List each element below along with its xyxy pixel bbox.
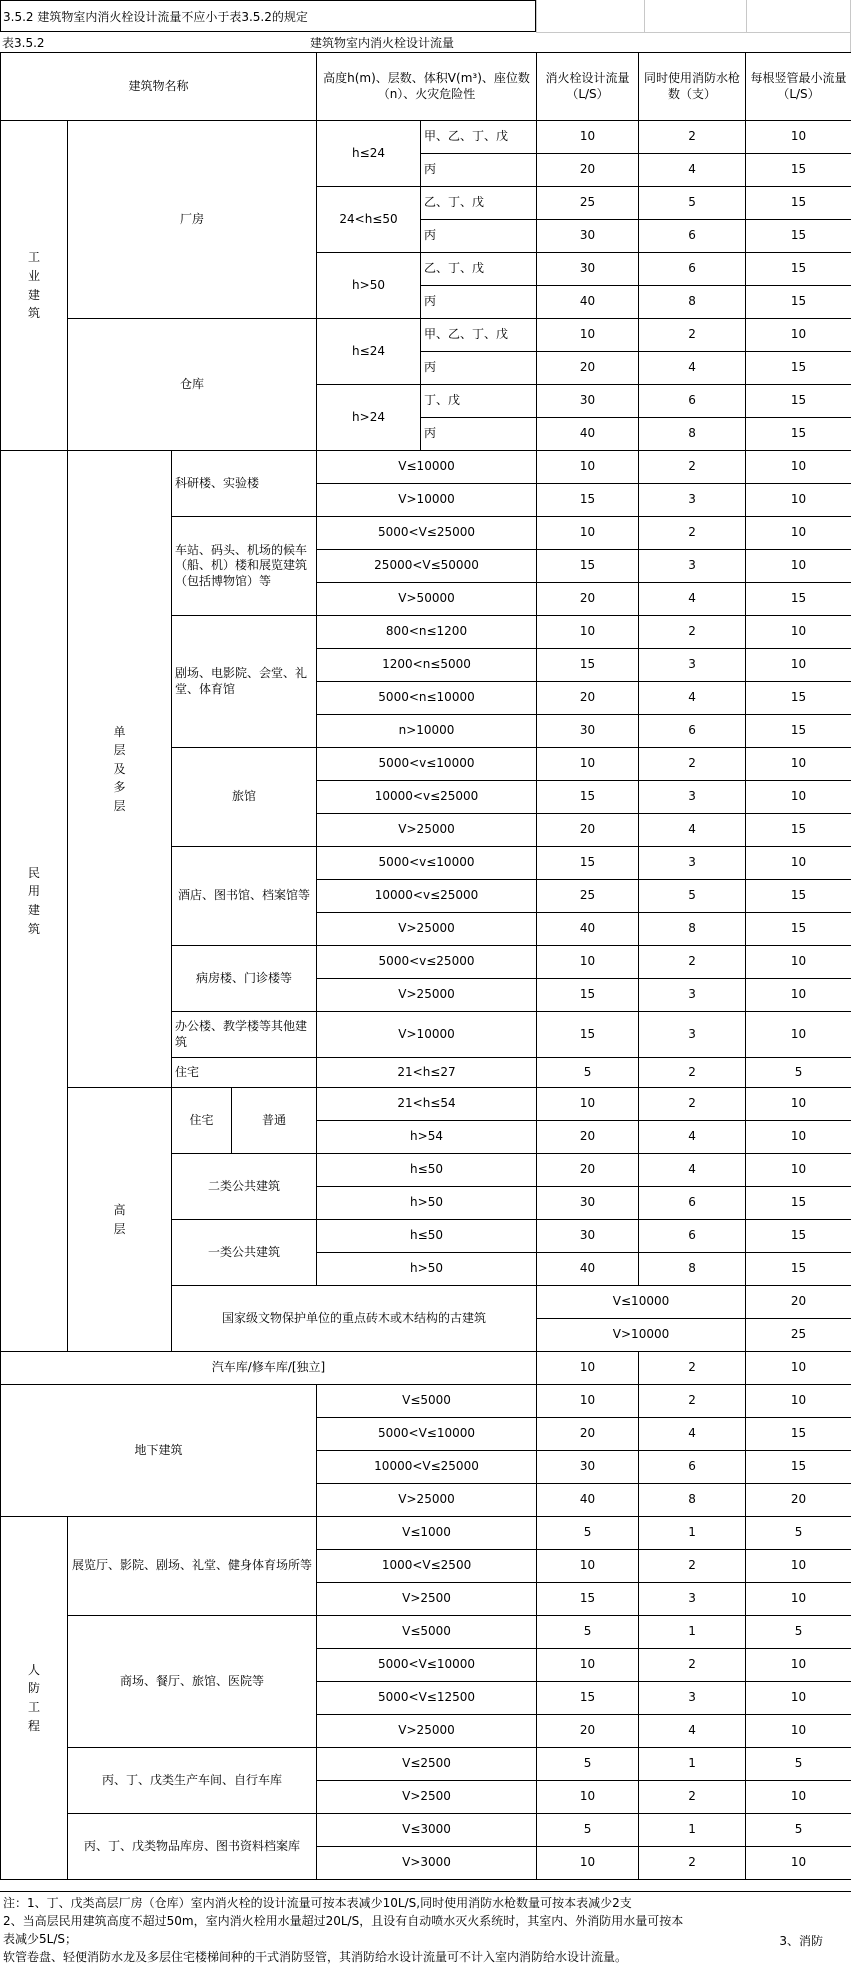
hazard-class-cell: 丙	[421, 352, 537, 385]
flow-cell: 10	[537, 1088, 639, 1121]
category-cell: 住宅	[172, 1058, 317, 1088]
flow-cell: 40	[537, 1253, 639, 1286]
category-cell: 地下建筑	[1, 1385, 317, 1517]
condition-cell: h>50	[317, 1187, 537, 1220]
riser-cell: 10	[746, 847, 851, 880]
condition-cell: h>24	[317, 385, 421, 451]
hazard-class-cell: 丁、戊	[421, 385, 537, 418]
group-civil: 民用建筑	[1, 451, 68, 1352]
condition-cell: 5000<v≤10000	[317, 847, 537, 880]
count-cell: 2	[639, 1385, 746, 1418]
riser-cell: 15	[746, 1418, 851, 1451]
flow-cell: 30	[537, 253, 639, 286]
riser-cell: 15	[746, 814, 851, 847]
hazard-class-cell: 丙	[421, 154, 537, 187]
riser-cell: 15	[746, 187, 851, 220]
flow-cell: 10	[537, 1781, 639, 1814]
riser-cell: 15	[746, 880, 851, 913]
flow-cell: 20	[537, 583, 639, 616]
condition-cell: 10000<v≤25000	[317, 781, 537, 814]
count-cell: 3	[639, 649, 746, 682]
riser-cell: 10	[746, 1088, 851, 1121]
count-cell: 6	[639, 1451, 746, 1484]
count-cell: 5	[639, 187, 746, 220]
condition-cell: 5000<V≤10000	[317, 1418, 537, 1451]
count-cell: 4	[639, 1121, 746, 1154]
gridline	[536, 32, 851, 33]
riser-cell: 10	[746, 781, 851, 814]
riser-cell: 10	[746, 1649, 851, 1682]
riser-cell: 10	[746, 748, 851, 781]
condition-cell: 21<h≤27	[317, 1058, 537, 1088]
category-cell: 丙、丁、戊类生产车间、自行车库	[68, 1748, 317, 1814]
flow-cell: 10	[537, 517, 639, 550]
flow-cell: 10	[537, 616, 639, 649]
category-cell: 住宅	[172, 1088, 232, 1154]
count-cell: 2	[639, 1781, 746, 1814]
count-cell: 1	[639, 1616, 746, 1649]
group-civil-defense: 人防工程	[1, 1517, 68, 1880]
riser-cell: 10	[746, 1781, 851, 1814]
category-cell: 科研楼、实验楼	[172, 451, 317, 517]
condition-cell: V≤3000	[317, 1814, 537, 1847]
count-cell: 2	[639, 1550, 746, 1583]
flow-cell: 10	[537, 451, 639, 484]
flow-cell: 40	[537, 913, 639, 946]
condition-cell: 800<n≤1200	[317, 616, 537, 649]
condition-cell: V≤10000	[537, 1286, 746, 1319]
flow-cell: 40	[537, 286, 639, 319]
condition-cell: V≤1000	[317, 1517, 537, 1550]
count-cell: 4	[639, 1418, 746, 1451]
category-cell: 商场、餐厅、旅馆、医院等	[68, 1616, 317, 1748]
riser-cell: 15	[746, 682, 851, 715]
condition-cell: h≤50	[317, 1154, 537, 1187]
category-cell: 车站、码头、机场的候车（船、机）楼和展览建筑（包括博物馆）等	[172, 517, 317, 616]
table-row	[1, 1385, 851, 1418]
count-cell: 2	[639, 616, 746, 649]
flow-cell: 20	[537, 1154, 639, 1187]
count-cell: 1	[639, 1517, 746, 1550]
flow-cell: 40	[537, 1484, 639, 1517]
riser-cell: 10	[746, 484, 851, 517]
count-cell: 6	[639, 1187, 746, 1220]
condition-cell: 21<h≤54	[317, 1088, 537, 1121]
count-cell: 2	[639, 1352, 746, 1385]
flow-cell: 15	[537, 979, 639, 1012]
count-cell: 8	[639, 418, 746, 451]
condition-cell: V>25000	[317, 814, 537, 847]
riser-cell: 15	[746, 286, 851, 319]
category-cell: 仓库	[68, 319, 317, 451]
riser-cell: 10	[746, 1352, 851, 1385]
count-cell: 4	[639, 352, 746, 385]
table-caption: 建筑物室内消火栓设计流量	[310, 36, 455, 50]
condition-cell: V>3000	[317, 1847, 537, 1880]
riser-cell: 10	[746, 1583, 851, 1616]
riser-cell: 15	[746, 253, 851, 286]
condition-cell: V≤2500	[317, 1748, 537, 1781]
category-cell: 办公楼、教学楼等其他建筑	[172, 1012, 317, 1058]
flow-cell: 15	[537, 550, 639, 583]
count-cell: 8	[639, 1253, 746, 1286]
count-cell: 2	[639, 1847, 746, 1880]
count-cell: 2	[639, 1058, 746, 1088]
header-flow: 消火栓设计流量（L/S）	[537, 53, 639, 121]
count-cell: 4	[639, 154, 746, 187]
hazard-class-cell: 甲、乙、丁、戊	[421, 319, 537, 352]
count-cell: 2	[639, 1088, 746, 1121]
count-cell: 2	[639, 748, 746, 781]
category-cell: 一类公共建筑	[172, 1220, 317, 1286]
flow-cell: 5	[537, 1748, 639, 1781]
condition-cell: V≤5000	[317, 1616, 537, 1649]
flow-cell: 5	[537, 1517, 639, 1550]
riser-cell: 15	[746, 352, 851, 385]
count-cell: 2	[639, 451, 746, 484]
table-row	[1, 1088, 851, 1121]
condition-cell: 24<h≤50	[317, 187, 421, 253]
flow-cell: 30	[537, 385, 639, 418]
flow-cell: 15	[537, 781, 639, 814]
riser-cell: 15	[746, 418, 851, 451]
count-cell: 3	[639, 979, 746, 1012]
riser-cell: 15	[746, 154, 851, 187]
category-cell: 剧场、电影院、会堂、礼堂、体育馆	[172, 616, 317, 748]
group-civil-low: 单层及多层	[68, 451, 172, 1088]
condition-cell: 10000<V≤25000	[317, 1451, 537, 1484]
riser-cell: 15	[746, 583, 851, 616]
table-row	[1, 1517, 851, 1550]
subcategory-cell: 普通	[232, 1088, 317, 1154]
condition-cell: 1000<V≤2500	[317, 1550, 537, 1583]
hazard-class-cell: 丙	[421, 286, 537, 319]
gridline	[746, 0, 747, 32]
flow-cell: 15	[537, 484, 639, 517]
category-cell: 二类公共建筑	[172, 1154, 317, 1220]
table-label: 表3.5.2	[2, 36, 45, 50]
category-cell: 丙、丁、戊类物品库房、图书资料档案库	[68, 1814, 317, 1880]
hazard-class-cell: 丙	[421, 418, 537, 451]
flow-cell: 30	[537, 1451, 639, 1484]
note-3: 3、消防	[779, 1934, 823, 1948]
riser-cell: 5	[746, 1814, 851, 1847]
flow-cell: 30	[537, 1187, 639, 1220]
riser-cell: 10	[746, 1154, 851, 1187]
riser-cell: 10	[746, 121, 851, 154]
riser-cell: 10	[746, 1121, 851, 1154]
riser-cell: 15	[746, 385, 851, 418]
category-cell: 展览厅、影院、剧场、礼堂、健身体育场所等	[68, 1517, 317, 1616]
table-body	[1, 53, 851, 1880]
flow-cell: 5	[537, 1616, 639, 1649]
riser-cell: 10	[746, 1715, 851, 1748]
riser-cell: 15	[746, 1451, 851, 1484]
header-row	[1, 53, 851, 121]
hazard-class-cell: 乙、丁、戊	[421, 187, 537, 220]
header-name: 建筑物名称	[1, 53, 317, 121]
count-cell: 4	[639, 814, 746, 847]
flow-cell: 20	[537, 1418, 639, 1451]
count-cell: 2	[639, 517, 746, 550]
flow-cell: 20	[537, 352, 639, 385]
condition-cell: V>2500	[317, 1781, 537, 1814]
flow-cell: 30	[537, 715, 639, 748]
flow-cell: 15	[537, 1012, 639, 1058]
count-cell: 3	[639, 847, 746, 880]
riser-cell: 10	[746, 649, 851, 682]
riser-cell: 10	[746, 1682, 851, 1715]
riser-cell: 5	[746, 1748, 851, 1781]
category-cell: 酒店、图书馆、档案馆等	[172, 847, 317, 946]
condition-cell: V>50000	[317, 583, 537, 616]
count-cell: 6	[639, 715, 746, 748]
condition-cell: h≤24	[317, 121, 421, 187]
flow-cell: 10	[537, 319, 639, 352]
riser-cell: 10	[746, 946, 851, 979]
riser-cell: 15	[746, 220, 851, 253]
riser-cell: 10	[746, 979, 851, 1012]
table-notes	[0, 1891, 851, 1969]
flow-cell: 10	[537, 748, 639, 781]
riser-cell: 15	[746, 1220, 851, 1253]
condition-cell: h≤24	[317, 319, 421, 385]
condition-cell: V≤10000	[317, 451, 537, 484]
count-cell: 3	[639, 1583, 746, 1616]
count-cell: 6	[639, 253, 746, 286]
table-row	[1, 1748, 851, 1781]
category-cell: 厂房	[68, 121, 317, 319]
riser-cell: 15	[746, 715, 851, 748]
riser-cell: 5	[746, 1517, 851, 1550]
condition-cell: V>2500	[317, 1583, 537, 1616]
riser-cell: 10	[746, 616, 851, 649]
condition-cell: V>10000	[537, 1319, 746, 1352]
group-civil-high: 高层	[68, 1088, 172, 1352]
count-cell: 8	[639, 286, 746, 319]
count-cell: 3	[639, 1012, 746, 1058]
flow-cell: 5	[537, 1814, 639, 1847]
flow-cell: 20	[537, 682, 639, 715]
condition-cell: V>25000	[317, 913, 537, 946]
flow-cell: 15	[537, 649, 639, 682]
count-cell: 4	[639, 1715, 746, 1748]
flow-cell: 25	[537, 187, 639, 220]
flow-cell: 10	[537, 1385, 639, 1418]
header-count: 同时使用消防水枪数（支）	[639, 53, 746, 121]
flow-cell: 30	[537, 220, 639, 253]
riser-cell: 10	[746, 319, 851, 352]
table-row	[1, 1352, 851, 1385]
count-cell: 2	[639, 946, 746, 979]
count-cell: 5	[639, 880, 746, 913]
flow-cell: 20	[537, 814, 639, 847]
condition-cell: V>10000	[317, 1012, 537, 1058]
condition-cell: 5000<V≤10000	[317, 1649, 537, 1682]
note-2: 2、当高层民用建筑高度不超过50m，室内消火栓用水量超过20L/S，且设有自动喷水灭火系统时，其室内、外消防用水量可按本	[3, 1914, 684, 1928]
table-row	[1, 319, 851, 352]
category-cell: 旅馆	[172, 748, 317, 847]
riser-cell: 10	[746, 1847, 851, 1880]
hazard-class-cell: 丙	[421, 220, 537, 253]
condition-cell: V>10000	[317, 484, 537, 517]
condition-cell: 5000<n≤10000	[317, 682, 537, 715]
condition-cell: n>10000	[317, 715, 537, 748]
flow-cell: 15	[537, 1583, 639, 1616]
count-cell: 2	[639, 319, 746, 352]
flow-cell: 10	[537, 1550, 639, 1583]
note-2-cont: 表减少5L/S；	[3, 1932, 77, 1946]
riser-cell: 15	[746, 913, 851, 946]
table-row	[1, 1616, 851, 1649]
flow-cell: 20	[537, 154, 639, 187]
riser-cell: 20	[746, 1484, 851, 1517]
condition-cell: V>25000	[317, 1715, 537, 1748]
hazard-class-cell: 乙、丁、戊	[421, 253, 537, 286]
flow-cell: 15	[537, 847, 639, 880]
count-cell: 1	[639, 1814, 746, 1847]
condition-cell: 5000<v≤10000	[317, 748, 537, 781]
count-cell: 3	[639, 1682, 746, 1715]
count-cell: 6	[639, 1220, 746, 1253]
category-cell: 国家级文物保护单位的重点砖木或木结构的古建筑	[172, 1286, 537, 1352]
flow-cell: 25	[537, 880, 639, 913]
riser-cell: 10	[746, 1385, 851, 1418]
note-1: 注：1、丁、戊类高层厂房（仓库）室内消火栓的设计流量可按本表减少10L/S,同时使用消防水枪数量可按本表减少2支	[3, 1896, 632, 1910]
count-cell: 4	[639, 682, 746, 715]
riser-cell: 10	[746, 1550, 851, 1583]
page-title: 3.5.2 建筑物室内消火栓设计流量不应小于表3.5.2的规定	[0, 0, 536, 32]
riser-cell: 10	[746, 451, 851, 484]
count-cell: 4	[639, 583, 746, 616]
table-row	[1, 1814, 851, 1847]
flow-cell: 10	[537, 1649, 639, 1682]
count-cell: 8	[639, 913, 746, 946]
riser-cell: 15	[746, 1187, 851, 1220]
count-cell: 6	[639, 385, 746, 418]
flow-cell: 5	[537, 1058, 639, 1088]
flow-cell: 30	[537, 1220, 639, 1253]
count-cell: 4	[639, 1154, 746, 1187]
flow-table	[0, 52, 851, 1880]
riser-cell: 10	[746, 550, 851, 583]
table-row	[1, 121, 851, 154]
flow-cell: 15	[537, 1682, 639, 1715]
condition-cell: h>50	[317, 1253, 537, 1286]
riser-cell: 5	[746, 1616, 851, 1649]
category-cell: 病房楼、门诊楼等	[172, 946, 317, 1012]
count-cell: 1	[639, 1748, 746, 1781]
condition-cell: V>25000	[317, 979, 537, 1012]
count-cell: 3	[639, 550, 746, 583]
count-cell: 2	[639, 1649, 746, 1682]
header-riser: 每根竖管最小流量（L/S）	[746, 53, 851, 121]
condition-cell: V≤5000	[317, 1385, 537, 1418]
header-criteria: 高度h(m)、层数、体积V(m³)、座位数（n）、火灾危险性	[317, 53, 537, 121]
gridline	[536, 0, 537, 32]
condition-cell: 1200<n≤5000	[317, 649, 537, 682]
group-industrial: 工业建筑	[1, 121, 68, 451]
count-cell: 8	[639, 1484, 746, 1517]
gridline	[644, 0, 645, 32]
flow-cell: 10	[537, 1352, 639, 1385]
table-row	[1, 451, 851, 484]
condition-cell: V>25000	[317, 1484, 537, 1517]
category-cell: 汽车库/修车库/[独立]	[1, 1352, 537, 1385]
condition-cell: h>50	[317, 253, 421, 319]
count-cell: 3	[639, 484, 746, 517]
riser-cell: 10	[746, 1012, 851, 1058]
condition-cell: h≤50	[317, 1220, 537, 1253]
riser-cell: 10	[746, 517, 851, 550]
condition-cell: 5000<V≤25000	[317, 517, 537, 550]
condition-cell: 5000<v≤25000	[317, 946, 537, 979]
condition-cell: 10000<v≤25000	[317, 880, 537, 913]
riser-cell: 15	[746, 1253, 851, 1286]
riser-cell: 5	[746, 1058, 851, 1088]
flow-cell: 10	[537, 121, 639, 154]
flow-cell: 10	[537, 1847, 639, 1880]
flow-cell: 40	[537, 418, 639, 451]
flow-cell: 25	[746, 1319, 851, 1352]
condition-cell: 25000<V≤50000	[317, 550, 537, 583]
flow-cell: 20	[746, 1286, 851, 1319]
count-cell: 6	[639, 220, 746, 253]
flow-cell: 10	[537, 946, 639, 979]
count-cell: 3	[639, 781, 746, 814]
flow-cell: 20	[537, 1121, 639, 1154]
condition-cell: 5000<V≤12500	[317, 1682, 537, 1715]
count-cell: 2	[639, 121, 746, 154]
condition-cell: h>54	[317, 1121, 537, 1154]
hazard-class-cell: 甲、乙、丁、戊	[421, 121, 537, 154]
flow-cell: 20	[537, 1715, 639, 1748]
note-3-cont: 软管卷盘、轻便消防水龙及多层住宅楼梯间种的干式消防竖管，其消防给水设计流量可不计入室内消防给水设计流量。	[3, 1950, 628, 1964]
